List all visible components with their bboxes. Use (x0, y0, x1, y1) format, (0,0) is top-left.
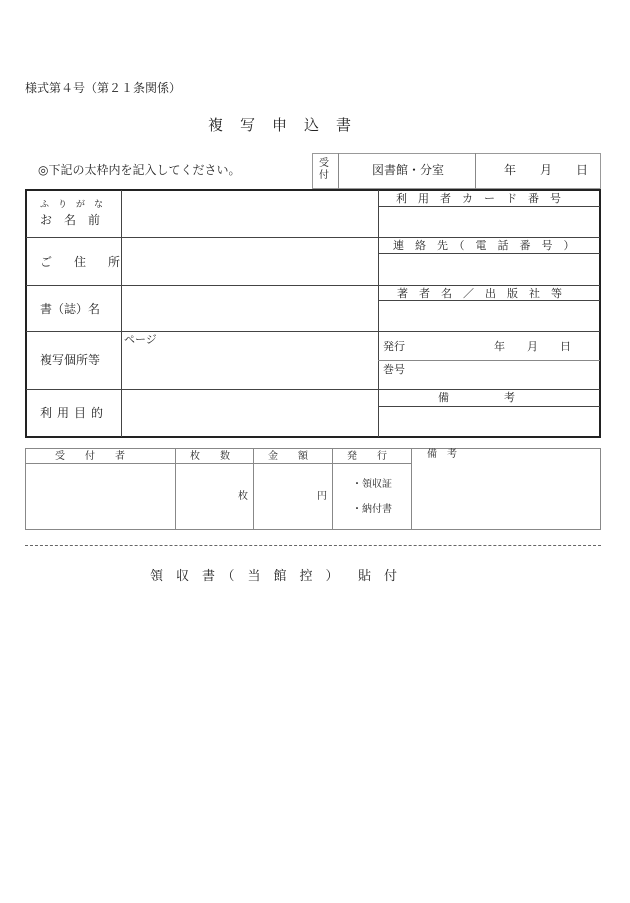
address-field[interactable] (122, 238, 378, 285)
furigana-label: ふ り が な (40, 200, 104, 210)
author-publisher-field[interactable] (379, 301, 600, 331)
book-title-field[interactable] (122, 286, 378, 331)
volume-label: 巻号 (383, 363, 405, 376)
card-number-label: 利 用 者 カ ー ド 番 号 (396, 192, 561, 205)
form-number: 様式第４号（第２１条関係） (25, 81, 182, 95)
issue-header: 発 行 (347, 451, 387, 462)
purpose-label: 利用目的 (40, 406, 109, 420)
remarks-label: 備 考 (438, 391, 515, 404)
name-field[interactable] (122, 190, 378, 237)
receiver-header: 受 付 者 (55, 451, 125, 462)
issue-label: 発行 (383, 340, 405, 353)
reception-date: 年 月 日 (504, 163, 589, 177)
name-label: お 名 前 (40, 213, 101, 227)
copy-location-field[interactable] (122, 332, 378, 389)
payment-slip-option: ・納付書 (352, 504, 392, 515)
issue-date: 年 月 日 (494, 340, 571, 353)
page-title: 複 写 申 込 書 (208, 116, 353, 134)
amount-header: 金 額 (268, 451, 308, 462)
reception-place: 図書館・分室 (372, 163, 445, 177)
purpose-field[interactable] (122, 390, 378, 437)
copy-location-label: 複写個所等 (40, 353, 101, 367)
card-number-field[interactable] (379, 207, 600, 237)
remarks-field[interactable] (379, 407, 600, 437)
page-unit-label: ページ (124, 333, 157, 346)
contact-label: 連 絡 先 （ 電 話 番 号 ） (393, 239, 575, 252)
contact-field[interactable] (379, 254, 600, 285)
author-publisher-label: 著 者 名 ／ 出 版 社 等 (397, 287, 562, 300)
office-remarks-header: 備 考 (427, 449, 457, 460)
receipt-option: ・領収証 (352, 479, 392, 490)
book-title-label: 書（誌）名 (40, 302, 101, 316)
address-label: ご 住 所 (40, 255, 126, 269)
instruction-text: ◎下記の太枠内を記入してください。 (38, 163, 241, 177)
receipt-stamp-label: 領 収 書 （ 当 館 控 ） 貼 付 (150, 569, 398, 584)
sheets-header: 枚 数 (190, 451, 230, 462)
sheets-unit: 枚 (238, 491, 248, 502)
reception-label-2: 付 (319, 170, 329, 181)
cut-line (25, 545, 601, 546)
amount-unit: 円 (317, 491, 327, 502)
reception-label-1: 受 (319, 158, 329, 169)
